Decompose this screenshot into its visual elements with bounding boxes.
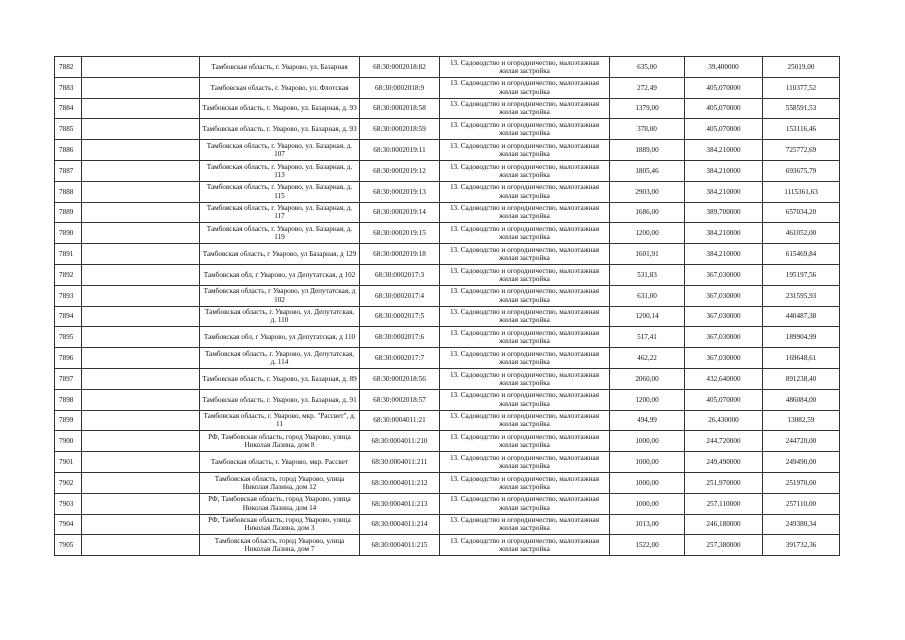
land-use-cell: 13. Садоводство и огородничество, малоэтажная жилая застройка	[440, 160, 610, 181]
row-number-cell: 7887	[55, 160, 82, 181]
land-use-cell: 13. Садоводство и огородничество, малоэтажная жилая застройка	[440, 535, 610, 556]
table-row	[55, 472, 840, 493]
row-number-cell: 7894	[55, 306, 82, 327]
table-row	[55, 244, 840, 265]
area-cell: 1522,00	[610, 535, 685, 556]
address-cell: Тамбовская область, г. Уварово, ул. Базарная, д. 119	[200, 223, 360, 244]
row-number-cell: 7900	[55, 431, 82, 452]
cadastral-value-cell: 558591,53	[763, 98, 840, 119]
empty-cell	[82, 77, 200, 98]
row-number-cell: 7897	[55, 368, 82, 389]
address-cell: Тамбовская область, г. Уварово, ул. Депутатская, д. 114	[200, 348, 360, 369]
table-row	[55, 493, 840, 514]
row-number-cell: 7892	[55, 264, 82, 285]
specific-value-cell: 384,210000	[685, 223, 763, 244]
empty-cell	[82, 410, 200, 431]
row-number-cell: 7890	[55, 223, 82, 244]
cadastral-number-cell: 68:30:0002018:57	[360, 389, 440, 410]
cadastral-number-cell: 68:30:0002018:56	[360, 368, 440, 389]
cadastral-number-cell: 68:30:0002019:12	[360, 160, 440, 181]
address-cell: Тамбовская область, г. Уварово, ул. Депутатская, д. 110	[200, 306, 360, 327]
cadastral-value-cell: 25019,00	[763, 57, 840, 78]
land-use-cell: 13. Садоводство и огородничество, малоэтажная жилая застройка	[440, 140, 610, 161]
area-cell: 1000,00	[610, 493, 685, 514]
table-body	[55, 57, 840, 556]
table-row	[55, 77, 840, 98]
land-use-cell: 13. Садоводство и огородничество, малоэтажная жилая застройка	[440, 348, 610, 369]
address-cell: Тамбовская область, город Уварово, улица Николая Лазина, дом 12	[200, 472, 360, 493]
land-use-cell: 13. Садоводство и огородничество, малоэтажная жилая застройка	[440, 389, 610, 410]
table-row	[55, 410, 840, 431]
row-number-cell: 7905	[55, 535, 82, 556]
cadastral-value-cell: 13082,59	[763, 410, 840, 431]
land-use-cell: 13. Садоводство и огородничество, малоэтажная жилая застройка	[440, 181, 610, 202]
table-row	[55, 223, 840, 244]
area-cell: 2060,00	[610, 368, 685, 389]
cadastral-number-cell: 68:30:0004011:214	[360, 514, 440, 535]
land-use-cell: 13. Садоводство и огородничество, малоэтажная жилая застройка	[440, 514, 610, 535]
cadastral-number-cell: 68:30:0004011:212	[360, 472, 440, 493]
cadastral-value-cell: 231595,93	[763, 285, 840, 306]
cadastral-number-cell: 68:30:0002017:4	[360, 285, 440, 306]
cadastral-number-cell: 68:30:0002017:7	[360, 348, 440, 369]
specific-value-cell: 384,210000	[685, 244, 763, 265]
area-cell: 1805,46	[610, 160, 685, 181]
table-row	[55, 327, 840, 348]
cadastral-value-cell: 725772,69	[763, 140, 840, 161]
row-number-cell: 7896	[55, 348, 82, 369]
specific-value-cell: 367,030000	[685, 285, 763, 306]
cadastral-value-table	[54, 56, 840, 556]
address-cell: Тамбовская область, г. Уварово, ул. Базарная	[200, 57, 360, 78]
empty-cell	[82, 57, 200, 78]
row-number-cell: 7889	[55, 202, 82, 223]
row-number-cell: 7899	[55, 410, 82, 431]
cadastral-number-cell: 68:30:0004011:210	[360, 431, 440, 452]
row-number-cell: 7891	[55, 244, 82, 265]
specific-value-cell: 384,210000	[685, 160, 763, 181]
table-row	[55, 119, 840, 140]
empty-cell	[82, 452, 200, 473]
table-row	[55, 202, 840, 223]
cadastral-value-cell: 249380,34	[763, 514, 840, 535]
empty-cell	[82, 431, 200, 452]
address-cell: Тамбовская область, г. Уварово, мкр. Рассвет	[200, 452, 360, 473]
table-row	[55, 348, 840, 369]
area-cell: 494,99	[610, 410, 685, 431]
land-use-cell: 13. Садоводство и огородничество, малоэтажная жилая застройка	[440, 57, 610, 78]
cadastral-number-cell: 68:30:0004011:215	[360, 535, 440, 556]
cadastral-value-cell: 891238,40	[763, 368, 840, 389]
empty-cell	[82, 119, 200, 140]
address-cell: РФ, Тамбовская область, город Уварово, улица Николая Лазина, дом 14	[200, 493, 360, 514]
cadastral-value-cell: 251970,00	[763, 472, 840, 493]
area-cell: 378,00	[610, 119, 685, 140]
cadastral-value-cell: 657034,20	[763, 202, 840, 223]
address-cell: Тамбовская область, г. Уварово, мкр. "Рассвет", д. 11	[200, 410, 360, 431]
cadastral-number-cell: 68:30:0002019:14	[360, 202, 440, 223]
table-row	[55, 285, 840, 306]
area-cell: 1000,00	[610, 472, 685, 493]
address-cell: Тамбовская обл, г Уварово, ул Депутатская, д 102	[200, 264, 360, 285]
area-cell: 635,00	[610, 57, 685, 78]
cadastral-number-cell: 68:30:0002017:6	[360, 327, 440, 348]
specific-value-cell: 367,030000	[685, 327, 763, 348]
address-cell: Тамбовская область, г. Уварово, ул. Базарная, д. 115	[200, 181, 360, 202]
cadastral-number-cell: 68:30:0004011:213	[360, 493, 440, 514]
table-row	[55, 264, 840, 285]
specific-value-cell: 389,700000	[685, 202, 763, 223]
empty-cell	[82, 514, 200, 535]
empty-cell	[82, 202, 200, 223]
specific-value-cell: 249,490000	[685, 452, 763, 473]
land-use-cell: 13. Садоводство и огородничество, малоэтажная жилая застройка	[440, 452, 610, 473]
cadastral-number-cell: 68:30:0002018:58	[360, 98, 440, 119]
cadastral-value-cell: 244720,00	[763, 431, 840, 452]
specific-value-cell: 246,180000	[685, 514, 763, 535]
land-use-cell: 13. Садоводство и огородничество, малоэтажная жилая застройка	[440, 77, 610, 98]
empty-cell	[82, 306, 200, 327]
land-use-cell: 13. Садоводство и огородничество, малоэтажная жилая застройка	[440, 327, 610, 348]
area-cell: 1889,00	[610, 140, 685, 161]
address-cell: Тамбовская область, г Уварово, ул Базарная, д 129	[200, 244, 360, 265]
empty-cell	[82, 223, 200, 244]
specific-value-cell: 405,070000	[685, 98, 763, 119]
row-number-cell: 7904	[55, 514, 82, 535]
area-cell: 1200,00	[610, 223, 685, 244]
cadastral-value-cell: 189904,99	[763, 327, 840, 348]
address-cell: Тамбовская область, г. Уварово, ул. Базарная, д. 91	[200, 389, 360, 410]
row-number-cell: 7885	[55, 119, 82, 140]
cadastral-number-cell: 68:30:0002018:82	[360, 57, 440, 78]
specific-value-cell: 367,030000	[685, 348, 763, 369]
cadastral-value-cell: 486084,00	[763, 389, 840, 410]
cadastral-number-cell: 68:30:0002018:59	[360, 119, 440, 140]
land-use-cell: 13. Садоводство и огородничество, малоэтажная жилая застройка	[440, 368, 610, 389]
land-use-cell: 13. Садоводство и огородничество, малоэтажная жилая застройка	[440, 493, 610, 514]
area-cell: 1379,00	[610, 98, 685, 119]
address-cell: Тамбовская область, г. Уварово, ул. Базарная, д. 117	[200, 202, 360, 223]
specific-value-cell: 367,030000	[685, 306, 763, 327]
cadastral-number-cell: 68:30:0002019:15	[360, 223, 440, 244]
table-row	[55, 389, 840, 410]
cadastral-number-cell: 68:30:0002017:3	[360, 264, 440, 285]
specific-value-cell: 244,720000	[685, 431, 763, 452]
cadastral-value-cell: 461052,00	[763, 223, 840, 244]
empty-cell	[82, 389, 200, 410]
row-number-cell: 7902	[55, 472, 82, 493]
table-row	[55, 514, 840, 535]
cadastral-value-cell: 195197,56	[763, 264, 840, 285]
cadastral-number-cell: 68:30:0002017:5	[360, 306, 440, 327]
empty-cell	[82, 368, 200, 389]
cadastral-value-cell: 615469,84	[763, 244, 840, 265]
specific-value-cell: 251,970000	[685, 472, 763, 493]
area-cell: 1000,00	[610, 431, 685, 452]
empty-cell	[82, 160, 200, 181]
row-number-cell: 7886	[55, 140, 82, 161]
row-number-cell: 7893	[55, 285, 82, 306]
specific-value-cell: 384,210000	[685, 140, 763, 161]
cadastral-value-cell: 169648,61	[763, 348, 840, 369]
cadastral-number-cell: 68:30:0002018:9	[360, 77, 440, 98]
cadastral-value-cell: 440487,38	[763, 306, 840, 327]
address-cell: Тамбовская область, г Уварово, ул Депутатская, д 102	[200, 285, 360, 306]
specific-value-cell: 384,210000	[685, 181, 763, 202]
row-number-cell: 7895	[55, 327, 82, 348]
specific-value-cell: 405,070000	[685, 119, 763, 140]
land-use-cell: 13. Садоводство и огородничество, малоэтажная жилая застройка	[440, 98, 610, 119]
table-row	[55, 57, 840, 78]
row-number-cell: 7903	[55, 493, 82, 514]
cadastral-number-cell: 68:30:0002019:13	[360, 181, 440, 202]
empty-cell	[82, 327, 200, 348]
table-row	[55, 98, 840, 119]
empty-cell	[82, 140, 200, 161]
address-cell: Тамбовская область, г. Уварово, ул. Базарная, д. 93	[200, 98, 360, 119]
specific-value-cell: 367,030000	[685, 264, 763, 285]
table-row	[55, 160, 840, 181]
land-use-cell: 13. Садоводство и огородничество, малоэтажная жилая застройка	[440, 264, 610, 285]
land-use-cell: 13. Садоводство и огородничество, малоэтажная жилая застройка	[440, 431, 610, 452]
cadastral-value-cell: 1115361,63	[763, 181, 840, 202]
specific-value-cell: 39,400000	[685, 57, 763, 78]
cadastral-number-cell: 68:30:0002019:11	[360, 140, 440, 161]
empty-cell	[82, 98, 200, 119]
row-number-cell: 7898	[55, 389, 82, 410]
row-number-cell: 7888	[55, 181, 82, 202]
row-number-cell: 7882	[55, 57, 82, 78]
land-use-cell: 13. Садоводство и огородничество, малоэтажная жилая застройка	[440, 244, 610, 265]
cadastral-value-cell: 110377,52	[763, 77, 840, 98]
specific-value-cell: 257,380000	[685, 535, 763, 556]
land-use-cell: 13. Садоводство и огородничество, малоэтажная жилая застройка	[440, 306, 610, 327]
address-cell: РФ, Тамбовская область, город Уварово, улица Николая Лазина, дом 8	[200, 431, 360, 452]
cadastral-value-cell: 153116,46	[763, 119, 840, 140]
address-cell: Тамбовская область, г. Уварово, ул. Базарная, д. 113	[200, 160, 360, 181]
table-row	[55, 535, 840, 556]
area-cell: 631,00	[610, 285, 685, 306]
address-cell: Тамбовская обл, г Уварово, ул Депутатская, д 110	[200, 327, 360, 348]
row-number-cell: 7883	[55, 77, 82, 98]
empty-cell	[82, 535, 200, 556]
empty-cell	[82, 181, 200, 202]
specific-value-cell: 405,070000	[685, 77, 763, 98]
area-cell: 1200,00	[610, 389, 685, 410]
area-cell: 1686,00	[610, 202, 685, 223]
address-cell: Тамбовская область, г. Уварово, ул. Флотская	[200, 77, 360, 98]
table-row	[55, 452, 840, 473]
table-row	[55, 181, 840, 202]
empty-cell	[82, 348, 200, 369]
address-cell: Тамбовская область, г. Уварово, ул. Базарная, д. 89	[200, 368, 360, 389]
specific-value-cell: 257,110000	[685, 493, 763, 514]
table-row	[55, 306, 840, 327]
area-cell: 1601,91	[610, 244, 685, 265]
specific-value-cell: 432,640000	[685, 368, 763, 389]
cadastral-value-cell: 391732,36	[763, 535, 840, 556]
cadastral-value-cell: 693675,79	[763, 160, 840, 181]
cadastral-value-cell: 249490,00	[763, 452, 840, 473]
empty-cell	[82, 285, 200, 306]
row-number-cell: 7884	[55, 98, 82, 119]
address-cell: Тамбовская область, г. Уварово, ул. Базарная, д. 93	[200, 119, 360, 140]
cadastral-number-cell: 68:30:0002019:18	[360, 244, 440, 265]
area-cell: 272,49	[610, 77, 685, 98]
cadastral-value-cell: 257110,00	[763, 493, 840, 514]
cadastral-number-cell: 68:30:0004011:21	[360, 410, 440, 431]
address-cell: Тамбовская область, г. Уварово, ул. Базарная, д. 107	[200, 140, 360, 161]
empty-cell	[82, 244, 200, 265]
cadastral-number-cell: 68:30:0004011:211	[360, 452, 440, 473]
area-cell: 462,22	[610, 348, 685, 369]
area-cell: 531,83	[610, 264, 685, 285]
area-cell: 2903,00	[610, 181, 685, 202]
empty-cell	[82, 264, 200, 285]
land-use-cell: 13. Садоводство и огородничество, малоэтажная жилая застройка	[440, 223, 610, 244]
area-cell: 1000,00	[610, 452, 685, 473]
land-use-cell: 13. Садоводство и огородничество, малоэтажная жилая застройка	[440, 472, 610, 493]
land-use-cell: 13. Садоводство и огородничество, малоэтажная жилая застройка	[440, 119, 610, 140]
land-use-cell: 13. Садоводство и огородничество, малоэтажная жилая застройка	[440, 202, 610, 223]
empty-cell	[82, 472, 200, 493]
area-cell: 1013,00	[610, 514, 685, 535]
address-cell: Тамбовская область, город Уварово, улица Николая Лазина, дом 7	[200, 535, 360, 556]
specific-value-cell: 26,430000	[685, 410, 763, 431]
empty-cell	[82, 493, 200, 514]
land-use-cell: 13. Садоводство и огородничество, малоэтажная жилая застройка	[440, 285, 610, 306]
specific-value-cell: 405,070000	[685, 389, 763, 410]
address-cell: РФ, Тамбовская область, город Уварово, улица Николая Лазина, дом 3	[200, 514, 360, 535]
table-row	[55, 431, 840, 452]
area-cell: 517,41	[610, 327, 685, 348]
land-use-cell: 13. Садоводство и огородничество, малоэтажная жилая застройка	[440, 410, 610, 431]
table-row	[55, 368, 840, 389]
area-cell: 1200,14	[610, 306, 685, 327]
table-row	[55, 140, 840, 161]
row-number-cell: 7901	[55, 452, 82, 473]
